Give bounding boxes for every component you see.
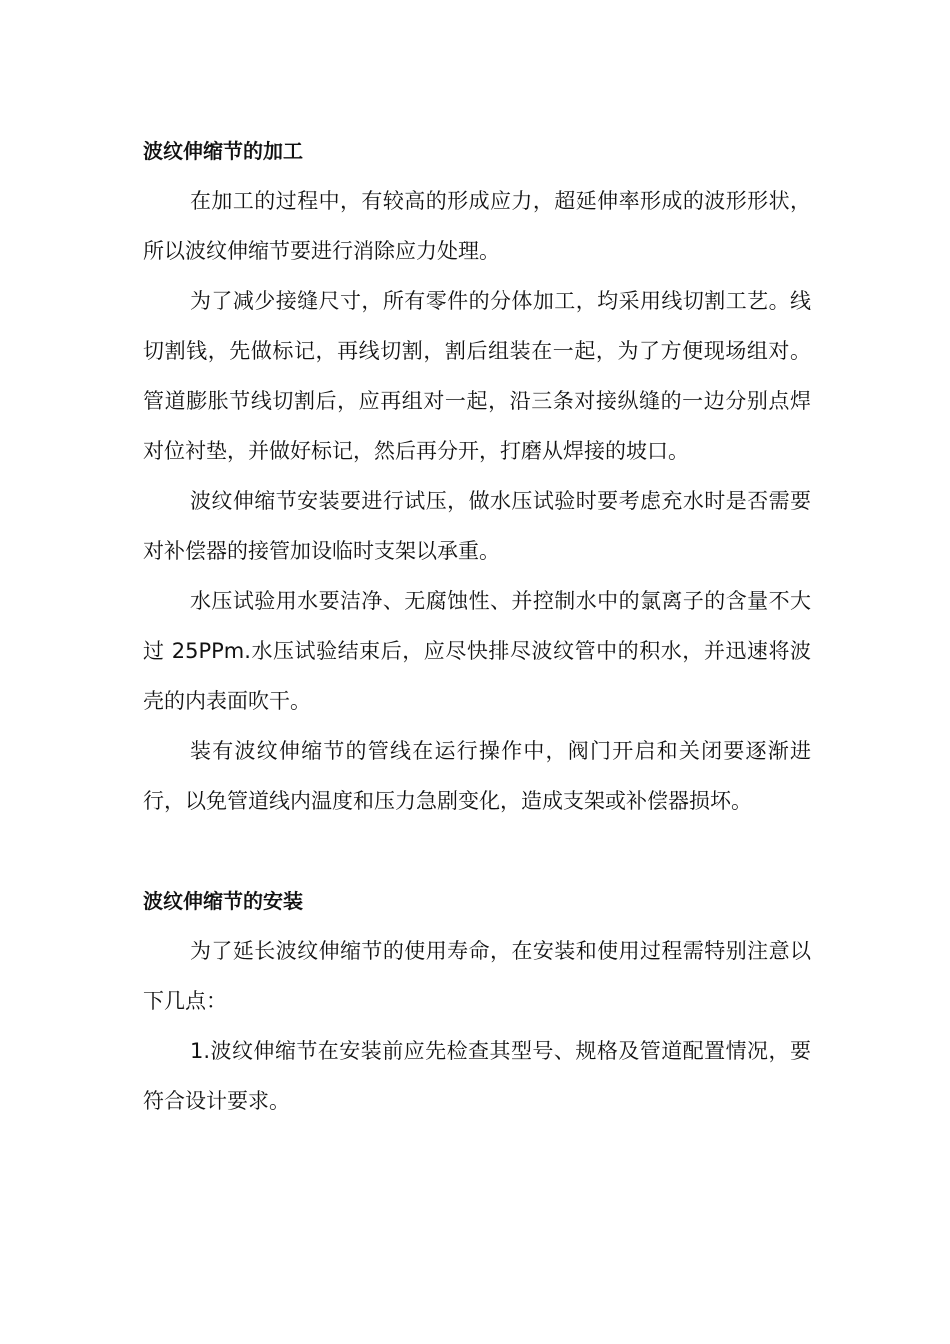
section-heading-installation: 波纹伸缩节的安装	[143, 889, 303, 913]
paragraph: 装有波纹伸缩节的管线在运行操作中，阀门开启和关闭要逐渐进行，以免管道线内温度和压力急剧变化，造成支架或补偿器损坏。	[143, 739, 811, 813]
document-page	[143, 126, 811, 1126]
paragraph: 在加工的过程中，有较高的形成应力，超延伸率形成的波形形状，所以波纹伸缩节要进行消除应力处理。	[143, 189, 811, 263]
paragraph: 1.波纹伸缩节在安装前应先检查其型号、规格及管道配置情况，要符合设计要求。	[143, 1039, 811, 1113]
section-spacer	[143, 826, 811, 876]
paragraph: 为了减少接缝尺寸，所有零件的分体加工，均采用线切割工艺。线切割钱，先做标记，再线切割，割后组装在一起，为了方便现场组对。管道膨胀节线切割后，应再组对一起，沿三条对接纵缝的一边分别点焊对位衬垫，并做好标记，然后再分开，打磨从焊接的坡口。	[143, 289, 811, 463]
section-heading-processing: 波纹伸缩节的加工	[143, 139, 303, 163]
paragraph: 水压试验用水要洁净、无腐蚀性、并控制水中的氯离子的含量不大过 25PPm.水压试验结束后，应尽快排尽波纹管中的积水，并迅速将波壳的内表面吹干。	[143, 589, 811, 713]
paragraph: 波纹伸缩节安装要进行试压，做水压试验时要考虑充水时是否需要对补偿器的接管加设临时支架以承重。	[143, 489, 811, 563]
paragraph: 为了延长波纹伸缩节的使用寿命，在安装和使用过程需特别注意以下几点：	[143, 939, 811, 1013]
